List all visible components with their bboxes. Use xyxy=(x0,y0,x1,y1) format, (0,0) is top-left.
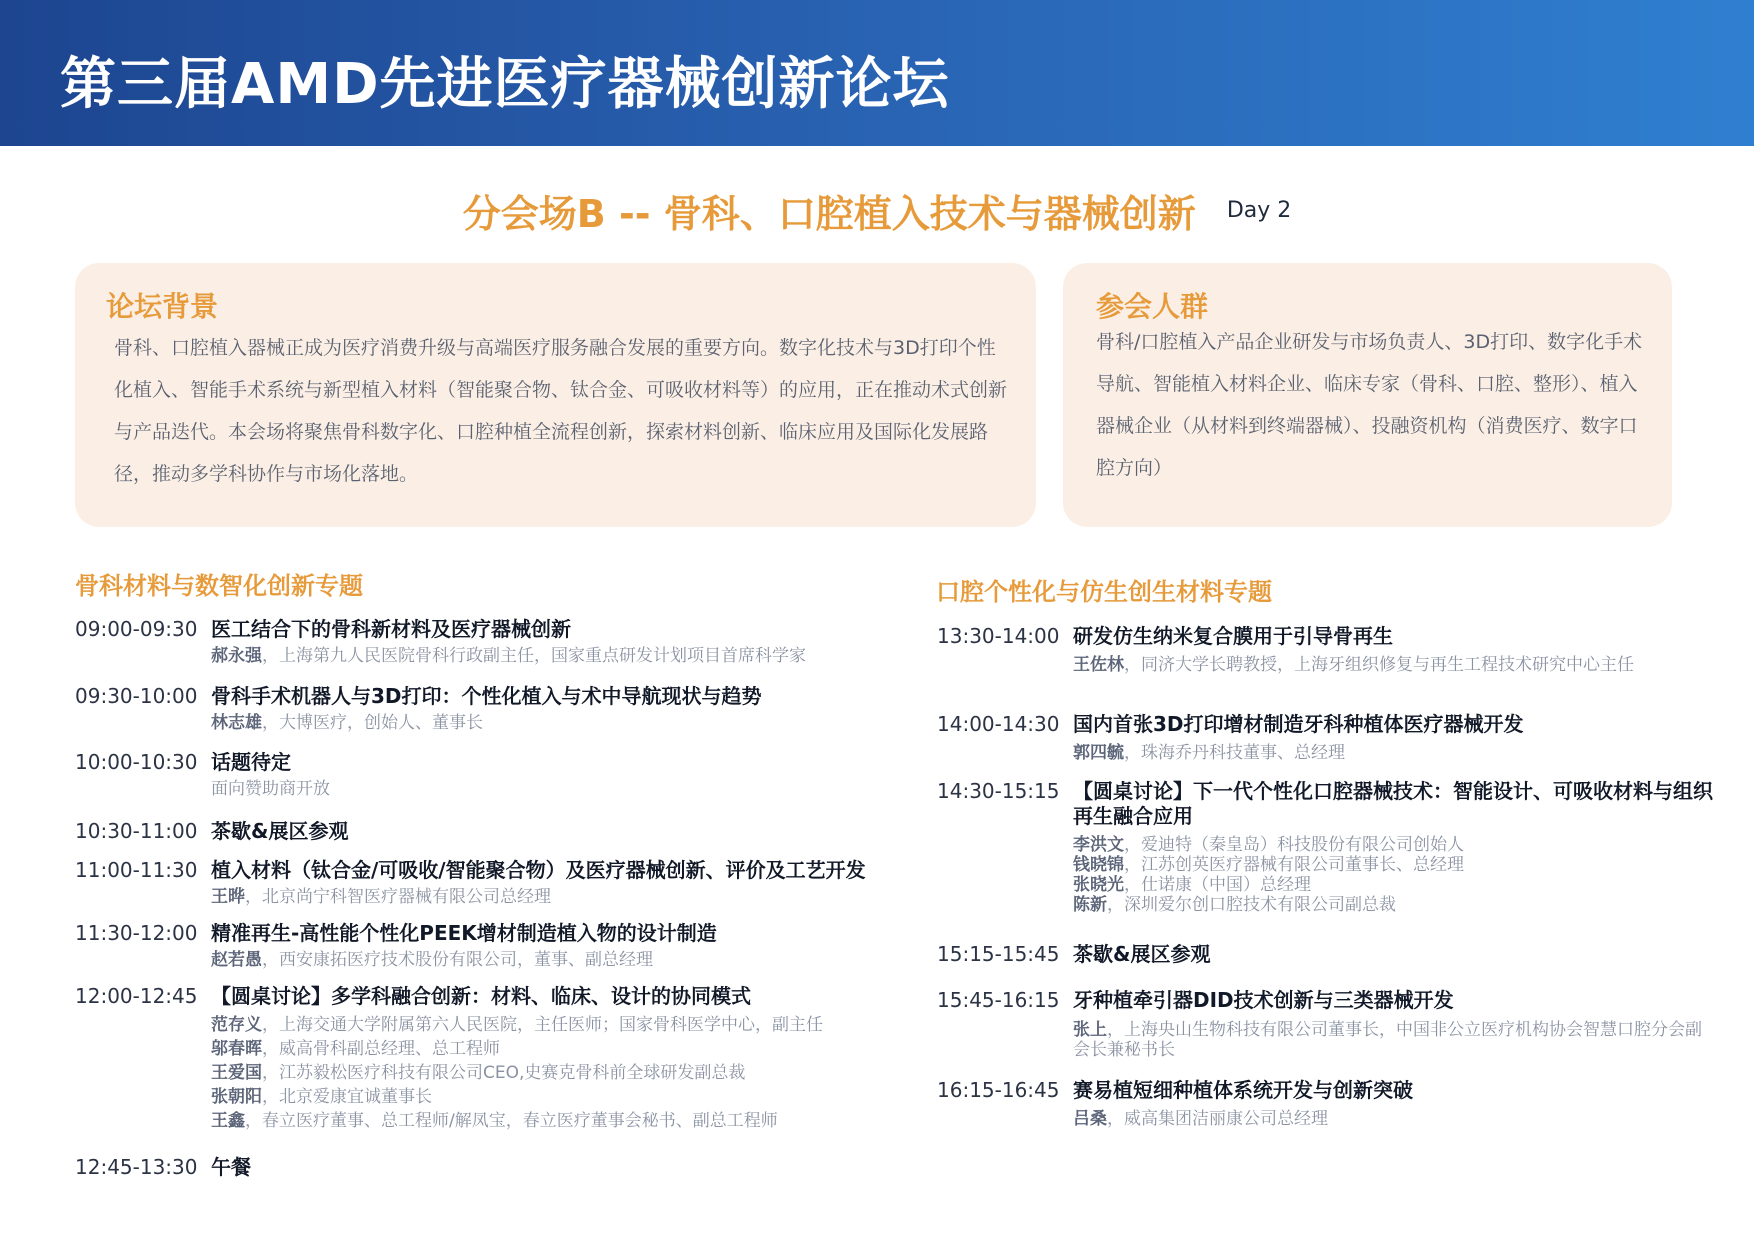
speaker-line xyxy=(1073,1020,1713,1060)
session-heading xyxy=(0,183,1754,238)
audience-body: 骨科/口腔植入产品企业研发与市场负责人、3D打印、数字化手术导航、智能植入材料企业、临床专家（骨科、口腔、整形）、植入器械企业（从材料到终端器械）、投融资机构（消费医疗、数字口腔方向） xyxy=(1096,331,1643,479)
speaker-role: ，上海第九人民医院骨科行政副主任，国家重点研发计划项目首席科学家 xyxy=(262,646,806,666)
session-title: 分会场B -- 骨科、口腔植入技术与器械创新 xyxy=(462,192,1196,236)
audience-card xyxy=(1063,263,1672,527)
speaker-role: ，威高骨科副总经理、总工程师 xyxy=(262,1039,500,1059)
speaker-role: ，珠海乔丹科技董事、总经理 xyxy=(1124,743,1345,763)
speaker-role: ，北京尚宁科智医疗器械有限公司总经理 xyxy=(245,887,551,907)
entry-speakers xyxy=(211,644,806,668)
session-day: Day 2 xyxy=(1226,198,1292,223)
speaker-role: ，上海央山生物科技有限公司董事长，中国非公立医疗机构协会智慧口腔分会副会长兼秘书长 xyxy=(1073,1020,1702,1060)
entry-speakers xyxy=(211,1013,823,1133)
speaker-line xyxy=(211,1061,823,1085)
speaker-role: ，深圳爱尔创口腔技术有限公司副总裁 xyxy=(1107,895,1396,915)
speaker-name: 李洪文 xyxy=(1073,835,1124,855)
background-card xyxy=(75,263,1036,527)
speaker-name: 王爱国 xyxy=(211,1063,262,1083)
entry-time: 09:30-10:00 xyxy=(75,684,198,708)
entry-title: 话题待定 xyxy=(211,750,291,774)
speaker-role: ，北京爱康宜诚董事长 xyxy=(262,1087,432,1107)
entry-title: 植入材料（钛合金/可吸收/智能聚合物）及医疗器械创新、评价及工艺开发 xyxy=(211,858,866,882)
speaker-line xyxy=(211,885,551,909)
speaker-name: 张晓光 xyxy=(1073,875,1124,895)
right-track-title: 口腔个性化与仿生创生材料专题 xyxy=(936,578,1272,606)
speaker-name: 王晔 xyxy=(211,887,245,907)
entry-time: 10:00-10:30 xyxy=(75,750,198,774)
entry-speakers xyxy=(1073,1107,1328,1131)
entry-speakers xyxy=(211,885,551,909)
entry-title: 精准再生-高性能个性化PEEK增材制造植入物的设计制造 xyxy=(211,921,717,945)
speaker-name: 钱晓锦 xyxy=(1073,855,1124,875)
speaker-role: ，春立医疗董事、总工程师/解凤宝，春立医疗董事会秘书、副总工程师 xyxy=(245,1111,778,1131)
entry-speakers xyxy=(211,948,653,972)
speaker-name: 王佐林 xyxy=(1073,655,1124,675)
speaker-line xyxy=(1073,1107,1328,1131)
entry-time: 11:30-12:00 xyxy=(75,921,198,945)
speaker-role: ，西安康拓医疗技术股份有限公司，董事、副总经理 xyxy=(262,950,653,970)
speaker-role: ，江苏毅松医疗科技有限公司CEO,史赛克骨科前全球研发副总裁 xyxy=(262,1063,746,1083)
speaker-role: ，仕诺康（中国）总经理 xyxy=(1124,875,1311,895)
entry-time: 11:00-11:30 xyxy=(75,858,198,882)
speaker-name: 郝永强 xyxy=(211,646,262,666)
entry-title: 茶歇&展区参观 xyxy=(211,819,349,843)
speaker-line xyxy=(1073,741,1345,765)
speaker-line xyxy=(211,1013,823,1037)
entry-time: 14:30-15:15 xyxy=(937,779,1060,803)
speaker-name: 赵若愚 xyxy=(211,950,262,970)
speaker-role: ，爱迪特（秦皇岛）科技股份有限公司创始人 xyxy=(1124,835,1464,855)
speaker-role: ，江苏创英医疗器械有限公司董事长、总经理 xyxy=(1124,855,1464,875)
entry-time: 15:15-15:45 xyxy=(937,942,1060,966)
entry-title: 国内首张3D打印增材制造牙科种植体医疗器械开发 xyxy=(1073,712,1524,736)
entry-time: 13:30-14:00 xyxy=(937,624,1060,648)
entry-title: 赛易植短细种植体系统开发与创新突破 xyxy=(1073,1078,1413,1102)
entry-time: 14:00-14:30 xyxy=(937,712,1060,736)
entry-title: 研发仿生纳米复合膜用于引导骨再生 xyxy=(1073,624,1393,648)
audience-title: 参会人群 xyxy=(1096,290,1209,323)
entry-speakers xyxy=(1073,653,1634,677)
background-title: 论坛背景 xyxy=(106,290,219,323)
entry-title: 骨科手术机器人与3D打印：个性化植入与术中导航现状与趋势 xyxy=(211,684,762,708)
entry-speakers xyxy=(1073,1020,1713,1060)
entry-time: 09:00-09:30 xyxy=(75,617,198,641)
entry-speakers xyxy=(1073,835,1464,915)
entry-speakers xyxy=(1073,741,1345,765)
speaker-name: 陈新 xyxy=(1073,895,1107,915)
speaker-name: 范存义 xyxy=(211,1015,262,1035)
speaker-line xyxy=(211,644,806,668)
speaker-name: 邬春晖 xyxy=(211,1039,262,1059)
speaker-line xyxy=(211,777,330,801)
speaker-role: 面向赞助商开放 xyxy=(211,779,330,799)
entry-time: 10:30-11:00 xyxy=(75,819,198,843)
speaker-name: 王鑫 xyxy=(211,1111,245,1131)
entry-title: 【圆桌讨论】多学科融合创新：材料、临床、设计的协同模式 xyxy=(211,984,751,1008)
speaker-line xyxy=(211,1085,823,1109)
speaker-name: 林志雄 xyxy=(211,713,262,733)
speaker-line xyxy=(211,1109,823,1133)
entry-speakers xyxy=(211,711,483,735)
speaker-line xyxy=(211,711,483,735)
entry-title: 牙种植牵引器DID技术创新与三类器械开发 xyxy=(1073,988,1454,1012)
entry-time: 12:00-12:45 xyxy=(75,984,198,1008)
speaker-name: 吕桑 xyxy=(1073,1109,1107,1129)
speaker-line xyxy=(211,1037,823,1061)
speaker-role: ，上海交通大学附属第六人民医院，主任医师；国家骨科医学中心，副主任 xyxy=(262,1015,823,1035)
entry-time: 12:45-13:30 xyxy=(75,1155,198,1179)
entry-time: 15:45-16:15 xyxy=(937,988,1060,1012)
header-banner xyxy=(0,0,1754,146)
speaker-line xyxy=(1073,895,1464,915)
speaker-line xyxy=(1073,855,1464,875)
speaker-name: 郭四毓 xyxy=(1073,743,1124,763)
speaker-name: 张上 xyxy=(1073,1020,1107,1040)
entry-title: 茶歇&展区参观 xyxy=(1073,942,1211,966)
entry-title: 医工结合下的骨科新材料及医疗器械创新 xyxy=(211,617,571,641)
speaker-name: 张朝阳 xyxy=(211,1087,262,1107)
speaker-role: ，大博医疗，创始人、董事长 xyxy=(262,713,483,733)
background-body: 骨科、口腔植入器械正成为医疗消费升级与高端医疗服务融合发展的重要方向。数字化技术与3D打印个性化植入、智能手术系统与新型植入材料（智能聚合物、钛合金、可吸收材料等）的应用，正在推动术式创新与产品迭代。本会场将聚焦骨科数字化、口腔种植全流程创新，探索材料创新、临床应用及国际化发展路径，推动多学科协作与市场化落地。 xyxy=(114,337,1008,485)
entry-title: 【圆桌讨论】下一代个性化口腔器械技术：智能设计、可吸收材料与组织再生融合应用 xyxy=(1073,779,1713,828)
entry-time: 16:15-16:45 xyxy=(937,1078,1060,1102)
entry-title: 午餐 xyxy=(211,1155,251,1179)
left-track-title: 骨科材料与数智化创新专题 xyxy=(75,572,363,600)
entry-speakers xyxy=(211,777,330,801)
forum-title: 第三届AMD先进医疗器械创新论坛 xyxy=(60,52,950,117)
speaker-line xyxy=(1073,875,1464,895)
speaker-role: ，威高集团洁丽康公司总经理 xyxy=(1107,1109,1328,1129)
speaker-line xyxy=(211,948,653,972)
speaker-line xyxy=(1073,653,1634,677)
speaker-line xyxy=(1073,835,1464,855)
speaker-role: ，同济大学长聘教授，上海牙组织修复与再生工程技术研究中心主任 xyxy=(1124,655,1634,675)
